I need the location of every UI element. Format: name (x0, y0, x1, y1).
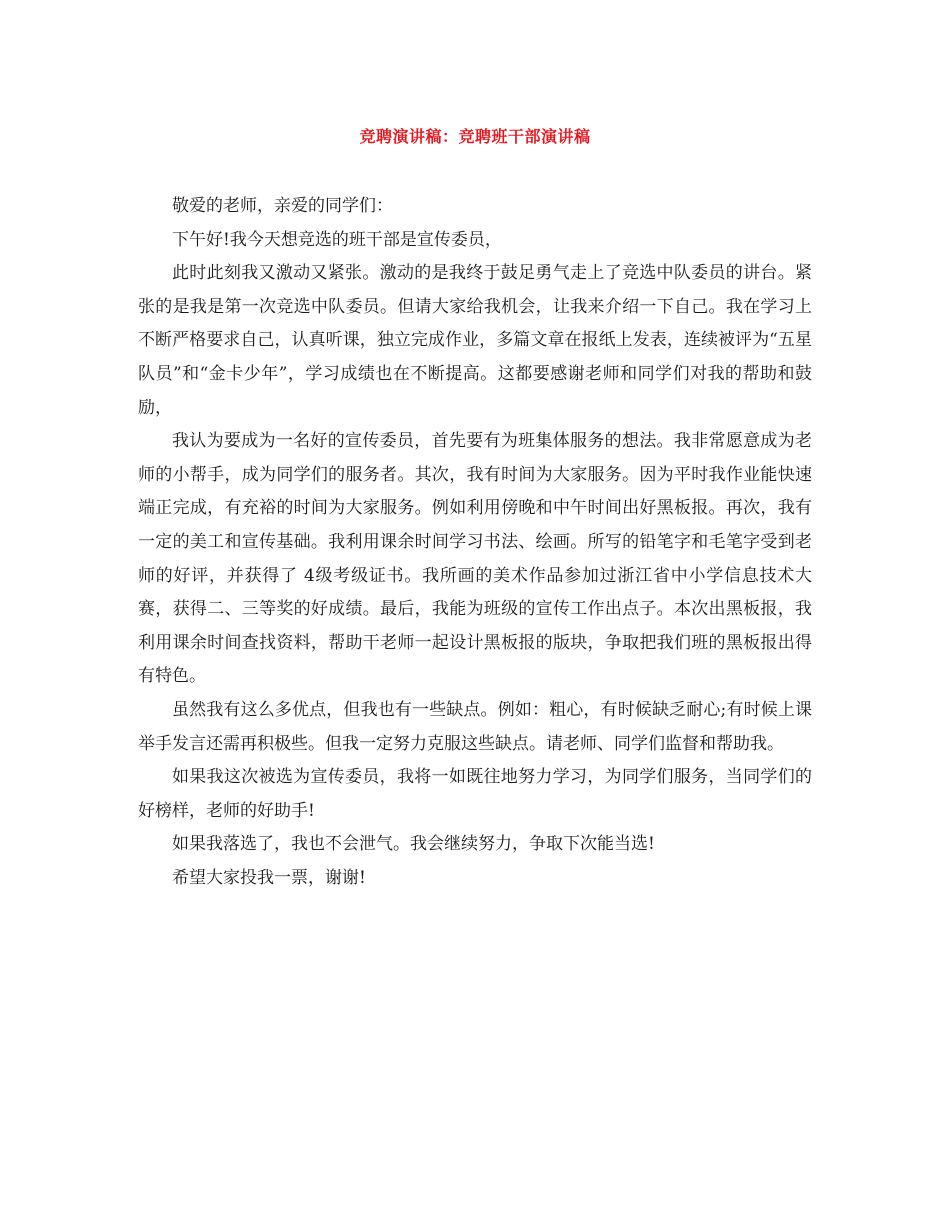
salutation: 敬爱的老师，亲爱的同学们： (172, 196, 393, 216)
shortcomings-paragraph: 虽然我有这么多优点，但我也有一些缺点。例如：粗心，有时候缺乏耐心;有时候上课举手发言还需再积极些。但我一定努力克服这些缺点。请老师、同学们监督和帮助我。 (138, 699, 812, 754)
commitment-paragraph: 如果我这次被选为宣传委员，我将一如既往地努力学习，为同学们服务，当同学们的好榜样，老师的好助手! (138, 767, 812, 821)
greeting-paragraph: 下午好!我今天想竞选的班干部是宣传委员， (172, 229, 502, 250)
document-body (138, 190, 812, 895)
intro-paragraph: 此时此刻我又激动又紧张。激动的是我终于鼓足勇气走上了竞选中队委员的讲台。紧张的是我是第一次竞选中队委员。但请大家给我机会，让我来介绍一下自己。我在学习上不断严格要求自己，认真听课，独立完成作业，多篇文章在报纸上发表，连续被评为“五星队员”和“金卡少年”，学习成绩也在不断提高。这都要感谢老师和同学们对我的帮助和鼓励， (138, 263, 812, 418)
if-not-elected-paragraph: 如果我落选了，我也不会泄气。我会继续努力，争取下次能当选! (172, 834, 655, 855)
closing-paragraph: 希望大家投我一票，谢谢! (172, 867, 366, 888)
document-title: 竞聘演讲稿：竞聘班干部演讲稿 (359, 127, 591, 146)
qualifications-paragraph: 我认为要成为一名好的宣传委员，首先要有为班集体服务的想法。我非常愿意成为老师的小帮手，成为同学们的服务者。其次，我有时间为大家服务。因为平时我作业能快速端正完成，有充裕的时间为大家服务。例如利用傍晚和中午时间出好黑板报。再次，我有一定的美工和宣传基础。我利用课余时间学习书法、绘画。所写的铅笔字和毛笔字受到老师的好评，并获得了 4级考级证书。我所画的美术作品参加过浙江省中小学信息技术大赛，获得二、三等奖的好成绩。最后，我能为班级的宣传工作出点子。本次出黑板报，我利用课余时间查找资料，帮助干老师一起设计黑板报的版块，争取把我们班的黑板报出得有特色。 (138, 431, 812, 687)
